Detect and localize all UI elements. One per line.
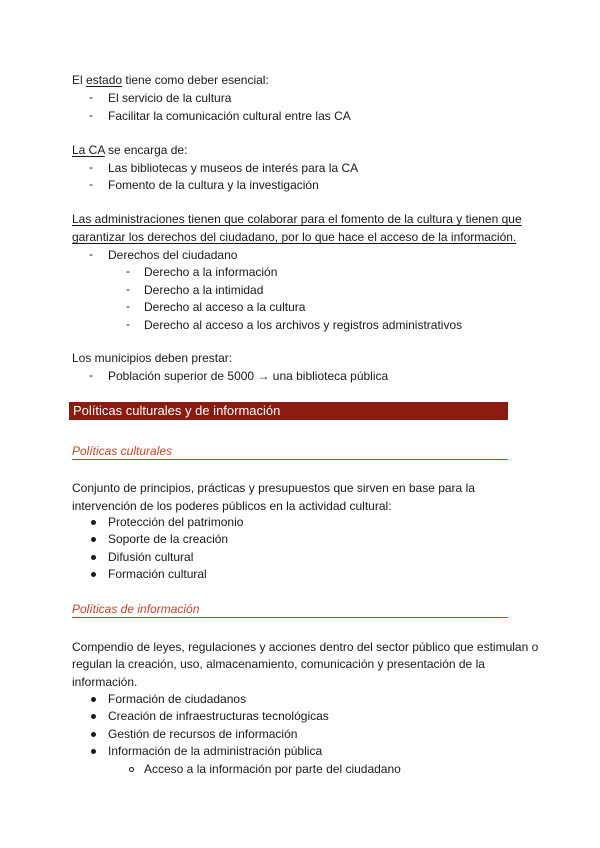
list-item: Derecho al acceso a la cultura (144, 300, 306, 314)
list-item: Información de la administración pública (108, 744, 323, 758)
informacion-para-line1: Compendio de leyes, regulaciones y acciones dentro del sector público que estimulan o (72, 640, 539, 654)
list-item: Derecho al acceso a los archivos y registros administrativos (144, 318, 463, 332)
estado-intro (72, 72, 269, 88)
list-item: Protección del patrimonio (108, 515, 244, 529)
section-heading: Políticas culturales y de información (69, 402, 508, 420)
list-item: Derecho a la intimidad (144, 283, 264, 297)
derechos-label: Derechos del ciudadano (108, 248, 238, 262)
dash-marker: - (126, 264, 130, 278)
bullet-dot (91, 520, 96, 525)
list-item: El servicio de la cultura (108, 91, 232, 105)
informacion-para-line3: información. (72, 675, 138, 689)
dash-marker: - (126, 317, 130, 331)
dash-marker: - (89, 90, 93, 104)
list-item: Gestión de recursos de información (108, 727, 298, 741)
list-item: Población superior de 5000 → una biblioteca pública (108, 369, 389, 383)
bullet-dot (91, 537, 96, 542)
informacion-para-line2: regulan la creación, uso, almacenamiento, comunicación y presentación de la (72, 657, 485, 671)
ca-intro (72, 142, 187, 158)
list-item: Derecho a la información (144, 265, 278, 279)
list-item: Fomento de la cultura y la investigación (108, 178, 319, 192)
bullet-dot (91, 749, 96, 754)
bullet-dot (91, 714, 96, 719)
bullet-dot (91, 732, 96, 737)
list-item: Las bibliotecas y museos de interés para la CA (108, 161, 359, 175)
estado-word: estado (86, 73, 123, 87)
ca-word: La CA (72, 143, 105, 157)
list-item: Soporte de la creación (108, 532, 229, 546)
list-item: Formación cultural (108, 567, 207, 581)
bullet-dot (91, 697, 96, 702)
admin-text-line2: garantizar los derechos del ciudadano, por lo que hace el acceso de la información. (72, 230, 517, 244)
list-item: Difusión cultural (108, 550, 194, 564)
list-item: Formación de ciudadanos (108, 692, 247, 706)
ca-suffix: se encarga de: (104, 143, 188, 157)
informacion-heading: Políticas de información (72, 601, 508, 618)
dash-marker: - (89, 108, 93, 122)
bullet-ring (129, 767, 134, 772)
culturales-heading: Políticas culturales (72, 443, 508, 460)
estado-suffix: tiene como deber esencial: (122, 73, 269, 87)
estado-prefix: El (72, 73, 87, 87)
bullet-dot (91, 555, 96, 560)
dash-marker: - (126, 299, 130, 313)
culturales-para-line1: Conjunto de principios, prácticas y presupuestos que sirven en base para la (72, 481, 475, 495)
dash-marker: - (89, 368, 93, 382)
municipios-label: Los municipios deben prestar: (72, 351, 233, 365)
list-item: Creación de infraestructuras tecnológicas (108, 709, 329, 723)
sub-list-item: Acceso a la información por parte del ciudadano (144, 762, 401, 776)
admin-text-line1: Las administraciones tienen que colaborar para el fomento de la cultura y tienen que (72, 212, 522, 226)
dash-marker: - (89, 177, 93, 191)
dash-marker: - (89, 247, 93, 261)
dash-marker: - (126, 282, 130, 296)
list-item: Facilitar la comunicación cultural entre las CA (108, 109, 351, 123)
bullet-dot (91, 572, 96, 577)
dash-marker: - (89, 160, 93, 174)
culturales-para-line2: intervención de los poderes públicos en la actividad cultural: (72, 499, 392, 513)
